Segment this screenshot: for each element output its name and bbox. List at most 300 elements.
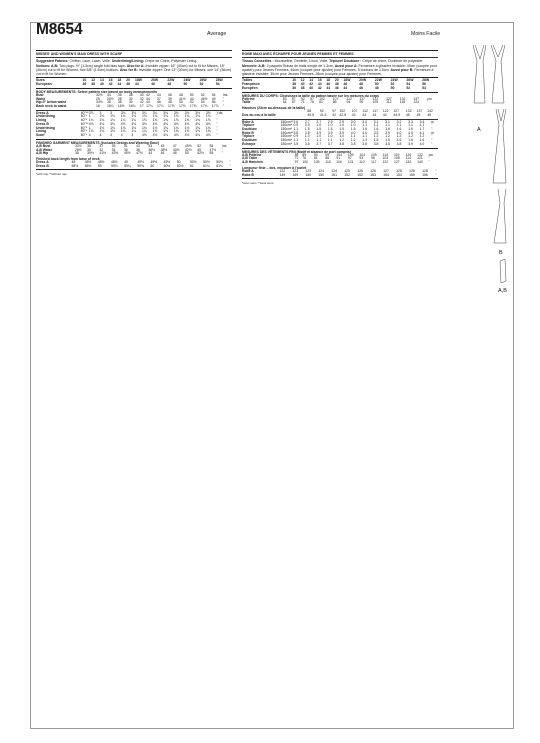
table-cell: 0.9 bbox=[293, 123, 299, 128]
table-cell: 3.8 bbox=[396, 141, 402, 146]
table-cell: 40 bbox=[139, 92, 144, 97]
table-cell: Back neck to waist bbox=[36, 104, 67, 109]
table-cell: 46½ bbox=[200, 96, 208, 101]
thumb-label-ab: A,B bbox=[498, 288, 507, 294]
table-cell: 4⅛ bbox=[195, 121, 200, 126]
table-cell: 150 bbox=[305, 172, 312, 177]
table-cell: 55 bbox=[209, 151, 214, 156]
table-cell: 122 bbox=[372, 96, 379, 101]
table-cell: Ins. bbox=[222, 92, 229, 97]
table-cell: 152 bbox=[357, 172, 363, 177]
table-cell: 1.2 bbox=[385, 134, 390, 139]
table-cell: 107 bbox=[332, 96, 339, 101]
table-cell: 40½ bbox=[172, 147, 180, 152]
table-cell: 4⅛ bbox=[173, 121, 179, 126]
footnote-fr: *avec sens **sans sens bbox=[242, 181, 274, 186]
table-cell bbox=[64, 165, 72, 169]
table-cell: 43 bbox=[148, 143, 153, 148]
table-cell: 1.1 bbox=[408, 123, 413, 128]
table-cell: 49½ bbox=[163, 160, 171, 164]
table-cell: 60"* bbox=[80, 118, 88, 123]
table-cell: 104 bbox=[336, 152, 343, 157]
table-cell: 1⅛ bbox=[88, 118, 94, 123]
table-cell: 94 bbox=[346, 100, 351, 105]
table-row bbox=[36, 134, 232, 138]
table-cell: 1.6 bbox=[350, 126, 356, 131]
table-row bbox=[242, 114, 438, 118]
table-cell: 1⅜ bbox=[195, 118, 200, 123]
table-cell: 3.4 bbox=[419, 119, 425, 124]
table-cell: Yds. bbox=[216, 110, 224, 115]
table-cell: 34 bbox=[111, 147, 116, 152]
table-cell: 0.9 bbox=[293, 134, 299, 139]
table-cell: 3⅛ bbox=[131, 110, 137, 115]
table-cell: 126 bbox=[357, 168, 363, 173]
table-cell: 86 bbox=[332, 100, 337, 105]
table-cell: " bbox=[431, 134, 433, 139]
table-cell: 44 bbox=[372, 112, 377, 117]
table-cell: 1⅜ bbox=[205, 118, 211, 123]
table-cell: 1⅛ bbox=[88, 129, 94, 134]
table-cell: 1⅛ bbox=[142, 114, 147, 119]
table-cell: 48 bbox=[167, 100, 172, 105]
table-cell: 50 bbox=[189, 92, 194, 97]
table-cell: 142 bbox=[427, 109, 433, 114]
table-cell: 50 bbox=[185, 151, 189, 156]
table-cell: A,B Poitrine bbox=[242, 152, 262, 157]
divider bbox=[242, 178, 438, 179]
table-cell: Doublure bbox=[242, 126, 257, 131]
table-cell: 3½ bbox=[184, 110, 190, 115]
table-cell: 3½ bbox=[195, 110, 200, 115]
table-cell: 49½ bbox=[150, 160, 158, 164]
table-cell: 4⅛ bbox=[163, 133, 168, 137]
table-cell: 4 bbox=[131, 133, 134, 137]
table-cell: 1⅜ bbox=[195, 129, 200, 134]
table-cell: 4⅛ bbox=[142, 121, 147, 126]
table-cell: Écharpe bbox=[242, 141, 256, 146]
table-cell: 44 bbox=[148, 151, 153, 156]
table-cell: 1¼ bbox=[142, 129, 147, 134]
table-cell: 110 bbox=[325, 160, 331, 164]
table-cell: 17⅞ bbox=[211, 104, 219, 109]
table-cell: " bbox=[435, 172, 437, 177]
table-cell: 4 bbox=[110, 133, 112, 137]
section-heading: Hanches (23cm au-dessous de la taille) bbox=[242, 106, 306, 111]
table-cell: 76 bbox=[302, 156, 307, 161]
table-cell: 18 bbox=[326, 78, 331, 83]
table-cell: 52 bbox=[197, 143, 202, 148]
table-cell: 22W bbox=[374, 78, 382, 83]
table-cell: 87 bbox=[291, 96, 296, 101]
table-cell: " bbox=[428, 156, 430, 161]
table-cell: Sizes bbox=[36, 78, 45, 83]
table-cell: 150 bbox=[318, 172, 325, 177]
table-cell: 1⅛ bbox=[110, 125, 115, 130]
table-cell: 4⅛ bbox=[152, 133, 158, 137]
table-cell: 1.0 bbox=[316, 123, 322, 128]
table-cell: 126 bbox=[370, 168, 376, 173]
table-cell: 61¼ bbox=[216, 163, 223, 168]
table-cell: 26W bbox=[406, 78, 414, 83]
table-cell: Lining bbox=[36, 118, 47, 123]
section-heading: Longueur finie – dos, encolure à l'ourlet bbox=[242, 165, 307, 170]
table-cell: 32 bbox=[139, 96, 144, 101]
table-cell: 140 bbox=[417, 160, 423, 164]
table-cell: 102 bbox=[339, 109, 346, 114]
table-cell: 40 bbox=[100, 82, 104, 87]
table-cell: Lining bbox=[36, 129, 47, 134]
table-cell: 151 bbox=[331, 172, 337, 177]
table-cell: " bbox=[229, 160, 231, 164]
table-cell: " bbox=[222, 104, 224, 109]
table-cell: 1.5 bbox=[316, 126, 322, 131]
table-cell: 1.1 bbox=[350, 134, 356, 139]
table-cell: 1⅛ bbox=[120, 129, 126, 134]
table-cell: 1.3 bbox=[362, 138, 367, 143]
divider bbox=[36, 88, 232, 89]
table-cell: 3.8 bbox=[350, 141, 356, 146]
table-cell: 1⅜ bbox=[184, 118, 190, 123]
table-cell: 24W bbox=[183, 78, 191, 83]
table-cell: 54 bbox=[200, 100, 205, 105]
table-cell: 128 bbox=[422, 168, 428, 173]
table-cell: 50 bbox=[390, 85, 395, 90]
table-cell: 4 bbox=[99, 133, 102, 137]
table-cell: 38 bbox=[74, 151, 79, 156]
table-cell: " bbox=[435, 168, 437, 173]
table-cell: Françaises bbox=[242, 82, 260, 87]
table-cell: 121 bbox=[347, 160, 354, 164]
table-cell: 2.7 bbox=[304, 119, 310, 124]
table-cell: 3.1 bbox=[385, 119, 390, 124]
table-cell: 1.1 bbox=[327, 138, 333, 143]
table-cell: " bbox=[221, 151, 223, 156]
table-cell: 44 bbox=[135, 82, 139, 87]
table-cell: 137 bbox=[413, 96, 420, 101]
section-heading: MESURES DU CORPS: Choisissez la taille du patron basée sur les mesures du corps bbox=[242, 93, 379, 98]
table-cell: 38 bbox=[128, 92, 133, 97]
table-cell: 4⅛ bbox=[163, 121, 168, 126]
table-cell: 12 bbox=[91, 78, 96, 83]
table-cell: A,B Waist bbox=[36, 147, 52, 152]
table-cell: 48½ bbox=[84, 160, 92, 164]
table-cell: 4.0 bbox=[350, 130, 356, 135]
table-cell: 44 bbox=[146, 100, 150, 105]
table-cell: 105 bbox=[313, 160, 320, 164]
table-cell: 59⅝ bbox=[137, 163, 144, 168]
table-cell: 1⅛ bbox=[195, 125, 200, 130]
table-cell: cm bbox=[427, 96, 432, 101]
table-cell: 3.9 bbox=[316, 130, 322, 135]
table-cell: 48½ bbox=[97, 160, 105, 164]
data-table bbox=[242, 110, 438, 117]
table-cell: Dress B bbox=[36, 121, 49, 126]
table-cell: 1.5 bbox=[327, 126, 333, 131]
table-cell: 4⅛ bbox=[195, 133, 200, 137]
table-cell: 1⅛ bbox=[110, 114, 115, 119]
table-row bbox=[242, 174, 438, 178]
table-cell: 43½ bbox=[111, 151, 119, 156]
table-cell: 42 bbox=[139, 100, 144, 105]
table-cell: 3.1 bbox=[373, 119, 379, 124]
table-cell: 49 bbox=[124, 160, 128, 164]
table-cell: 49½ bbox=[137, 160, 144, 164]
table-cell: 124 bbox=[331, 168, 337, 173]
table-cell: 17⅜ bbox=[167, 104, 175, 109]
table-cell: 0.9 bbox=[304, 123, 310, 128]
table-cell: Hip-9" below waist bbox=[36, 100, 67, 105]
table-cell: 3⅝ bbox=[205, 110, 211, 115]
table-cell: 45½ bbox=[123, 151, 131, 156]
table-cell bbox=[75, 83, 83, 87]
table-cell: 122 bbox=[382, 109, 389, 114]
table-cell: 60"* bbox=[80, 133, 88, 137]
table-cell: 61 bbox=[189, 163, 194, 168]
table-cell: 1⅜ bbox=[152, 118, 158, 123]
table-cell: 40 bbox=[128, 100, 133, 105]
table-cell: Robe B bbox=[242, 172, 254, 177]
table-cell: 1⅛ bbox=[184, 114, 190, 119]
table-cell: 128 bbox=[396, 168, 402, 173]
table-cell: 50 bbox=[374, 82, 379, 87]
table-cell: 133 bbox=[405, 160, 412, 164]
table-cell: 18W bbox=[135, 78, 142, 83]
table-cell: 1.0 bbox=[316, 134, 322, 139]
table-cell: 22W bbox=[167, 78, 175, 83]
table-cell: 123 bbox=[292, 168, 299, 173]
table-cell: 127 bbox=[383, 168, 389, 173]
table-cell: 48 bbox=[167, 82, 172, 87]
table-cell: 150cm* bbox=[280, 134, 293, 139]
table-cell: 10 bbox=[292, 78, 297, 83]
title-en: MISSES' AND WOMEN'S MAXI DRESS WITH SCARF bbox=[36, 52, 123, 56]
table-cell: 121 bbox=[417, 156, 423, 161]
table-cell: 122 bbox=[382, 160, 389, 164]
table-cell: 1 bbox=[88, 125, 91, 130]
table-cell: 102 bbox=[319, 96, 325, 101]
table-cell: 28W bbox=[422, 78, 430, 83]
table-cell: 97 bbox=[294, 160, 299, 164]
table-cell: 48 bbox=[172, 151, 177, 156]
table-cell: 36 bbox=[82, 82, 87, 87]
table-cell: 154 bbox=[396, 172, 402, 177]
table-cell: Robe B bbox=[242, 130, 254, 135]
table-cell: 1.7 bbox=[419, 126, 425, 131]
table-cell: 20W bbox=[151, 78, 159, 83]
table-cell: 47½ bbox=[136, 151, 143, 156]
table-cell: 1.2 bbox=[408, 134, 413, 139]
table-cell: 94 bbox=[313, 152, 318, 157]
table-cell: 1⅛ bbox=[205, 114, 211, 119]
table-cell: " bbox=[216, 129, 218, 134]
table-cell: 30 bbox=[87, 147, 91, 152]
table-cell: 50 bbox=[178, 100, 183, 105]
table-cell: 132 bbox=[399, 96, 406, 101]
table-cell: 52 bbox=[200, 92, 205, 97]
table-cell: 44 bbox=[343, 85, 348, 90]
table-cell: 3.5 bbox=[293, 141, 299, 146]
table-cell: 1.1 bbox=[362, 134, 367, 139]
table-cell: 40 bbox=[309, 85, 314, 90]
table-cell: 16¾ bbox=[128, 104, 136, 109]
table-cell: 3.8 bbox=[373, 141, 379, 146]
table-cell: 4 bbox=[88, 133, 91, 137]
table-cell: 45 bbox=[197, 147, 202, 152]
table-cell: 117 bbox=[359, 96, 365, 101]
table-cell: 17¾ bbox=[200, 104, 208, 109]
table-cell: 14 bbox=[309, 78, 314, 83]
fabrics-fr: Tissus Conseillés : Mousseline, Dentelle, Linon, Voile. Triplure/ Doublure : Crêpe de chine, Doublure de polyester. bbox=[242, 59, 424, 64]
table-cell: 64 bbox=[282, 100, 287, 105]
table-cell: 91 bbox=[336, 156, 341, 161]
table-cell: 153 bbox=[370, 172, 376, 177]
table-cell: " bbox=[216, 114, 218, 119]
table-cell: " bbox=[216, 118, 218, 123]
table-cell: 1⅛ bbox=[99, 129, 105, 134]
table-cell: 47 bbox=[172, 143, 177, 148]
table-cell: 4⅛ bbox=[152, 121, 158, 126]
table-cell: 1¼ bbox=[120, 118, 126, 123]
table-cell: 1⅛ bbox=[110, 129, 115, 134]
table-cell: 60"* bbox=[80, 129, 88, 134]
table-cell: 24W bbox=[390, 78, 398, 83]
section-heading: MESURES DES VÊTEMENTS FINI (Motif et aisance de port compris) bbox=[242, 149, 351, 154]
table-cell: 44 bbox=[189, 96, 194, 101]
table-cell: 3⅛ bbox=[120, 110, 126, 115]
table-cell: 46 bbox=[326, 82, 331, 87]
table-cell: 10 bbox=[82, 78, 87, 83]
table-cell: 3⅜ bbox=[163, 110, 168, 115]
table-cell: Triplure bbox=[242, 134, 255, 139]
data-table bbox=[36, 79, 232, 86]
table-cell: 28 bbox=[117, 96, 122, 101]
table-cell: 1.5 bbox=[385, 138, 390, 143]
european-row bbox=[36, 83, 232, 87]
table-cell: 124 bbox=[318, 168, 325, 173]
table-cell: 40 bbox=[300, 82, 305, 87]
table-cell: 3 bbox=[110, 110, 112, 115]
table-cell: 71 bbox=[300, 100, 305, 105]
table-cell: 137 bbox=[416, 109, 423, 114]
table-cell: 52 bbox=[406, 85, 411, 90]
table-cell: 81 bbox=[313, 156, 318, 161]
dress-sketches bbox=[471, 43, 511, 303]
table-cell: 36 bbox=[292, 85, 297, 90]
table-cell: 1.6 bbox=[419, 138, 425, 143]
table-cell: European bbox=[36, 82, 52, 87]
table-cell: 3.9 bbox=[339, 130, 345, 135]
table-cell: 1.6 bbox=[408, 126, 413, 131]
table-cell: 1.1 bbox=[293, 126, 299, 131]
table-cell: 1.6 bbox=[408, 138, 413, 143]
table-cell: 125 bbox=[344, 168, 350, 173]
table-cell: 116 bbox=[336, 160, 342, 164]
table-cell: " bbox=[431, 123, 433, 128]
table-cell: 97 bbox=[332, 109, 337, 114]
table-cell: 3¼ bbox=[152, 110, 158, 115]
table-cell: 48½ bbox=[111, 160, 118, 164]
table-cell: 3.9 bbox=[327, 130, 333, 135]
table-cell: 46 bbox=[151, 82, 155, 87]
table-cell: 38 bbox=[292, 82, 297, 87]
table-cell: 46 bbox=[359, 85, 363, 90]
table-cell bbox=[271, 174, 279, 178]
table-cell: 127 bbox=[394, 160, 400, 164]
table-cell: 3.0 bbox=[362, 119, 367, 124]
table-cell: 59 bbox=[97, 163, 102, 168]
table-cell: " bbox=[216, 133, 218, 137]
sketch-view-a bbox=[473, 45, 505, 103]
table-cell: " bbox=[221, 147, 223, 152]
table-cell: Ins. bbox=[221, 143, 228, 148]
table-cell bbox=[275, 101, 283, 105]
table-cell: 34 bbox=[146, 96, 150, 101]
table-cell: 3.8 bbox=[339, 141, 345, 146]
table-cell: Tailles bbox=[242, 78, 253, 83]
table-cell: 112 bbox=[346, 96, 352, 101]
table-cell: 1.2 bbox=[350, 138, 356, 143]
table-cell: 60½ bbox=[163, 163, 171, 168]
table-cell: 89 bbox=[302, 152, 307, 157]
table-cell: 1⅜ bbox=[163, 118, 168, 123]
table-cell: 103 bbox=[382, 156, 389, 161]
table-cell: 38½ bbox=[160, 147, 168, 152]
table-cell: 61¼ bbox=[203, 163, 210, 168]
table-cell: 1⅛ bbox=[99, 125, 105, 130]
table-cell: " bbox=[216, 125, 218, 130]
table-cell: 3.9 bbox=[373, 130, 379, 135]
table-cell: 86 bbox=[325, 156, 330, 161]
table-cell: 60"* bbox=[80, 125, 88, 130]
table-cell: 4 bbox=[120, 133, 123, 137]
table-cell: 60 bbox=[150, 163, 155, 168]
table-cell: 39 bbox=[111, 143, 116, 148]
table-cell: 1.1 bbox=[373, 123, 379, 128]
table-cell: A,B Hip bbox=[36, 151, 49, 156]
table-cell: 1⅛ bbox=[120, 125, 126, 130]
data-table bbox=[242, 79, 438, 90]
table-cell: 150cm** bbox=[280, 119, 294, 124]
table-cell: 56 bbox=[422, 82, 426, 87]
level-fr: Moins Facile bbox=[411, 31, 441, 37]
table-cell: 45 bbox=[160, 143, 165, 148]
table-cell: 59¼ bbox=[124, 163, 131, 168]
table-cell: 17¼ bbox=[157, 104, 164, 109]
notions-en: Notions: A,B: Two pkgs. ½" (1.3cm) single fold bias tape. Also for A: Invisible zipper: 16" (40cm) cut to fit for Misses, 18" (46cm) cut to fit for Women, five 5/8" (1.5cm) buttons. Also for B: Invisible zipper: One 12" (30cm) for Misses, one 14" (36cm) cut to fit for Women. bbox=[36, 64, 232, 77]
table-cell: 4⅛ bbox=[205, 133, 211, 137]
table-cell: 1.6 bbox=[362, 126, 367, 131]
table-cell: 60½ bbox=[176, 163, 184, 168]
table-cell: Dress A bbox=[36, 160, 49, 164]
divider bbox=[36, 169, 232, 170]
table-cell: 150cm* bbox=[280, 126, 293, 131]
table-cell: 1⅛ bbox=[152, 114, 158, 119]
table-cell bbox=[67, 152, 75, 156]
table-cell: 26½ bbox=[106, 96, 114, 101]
table-cell: 18 bbox=[117, 78, 122, 83]
table-cell: 1.0 bbox=[339, 134, 345, 139]
table-cell: 155 bbox=[409, 172, 415, 177]
table-row bbox=[36, 152, 232, 156]
table-cell: 20 bbox=[334, 78, 339, 83]
table-cell: 48 bbox=[359, 82, 363, 87]
table-cell: 48 bbox=[178, 92, 183, 97]
table-cell: 44.5 bbox=[393, 112, 401, 117]
table-cell: 88 bbox=[307, 109, 312, 114]
table-cell: 97 bbox=[310, 96, 314, 101]
table-cell: Taille bbox=[242, 100, 251, 105]
